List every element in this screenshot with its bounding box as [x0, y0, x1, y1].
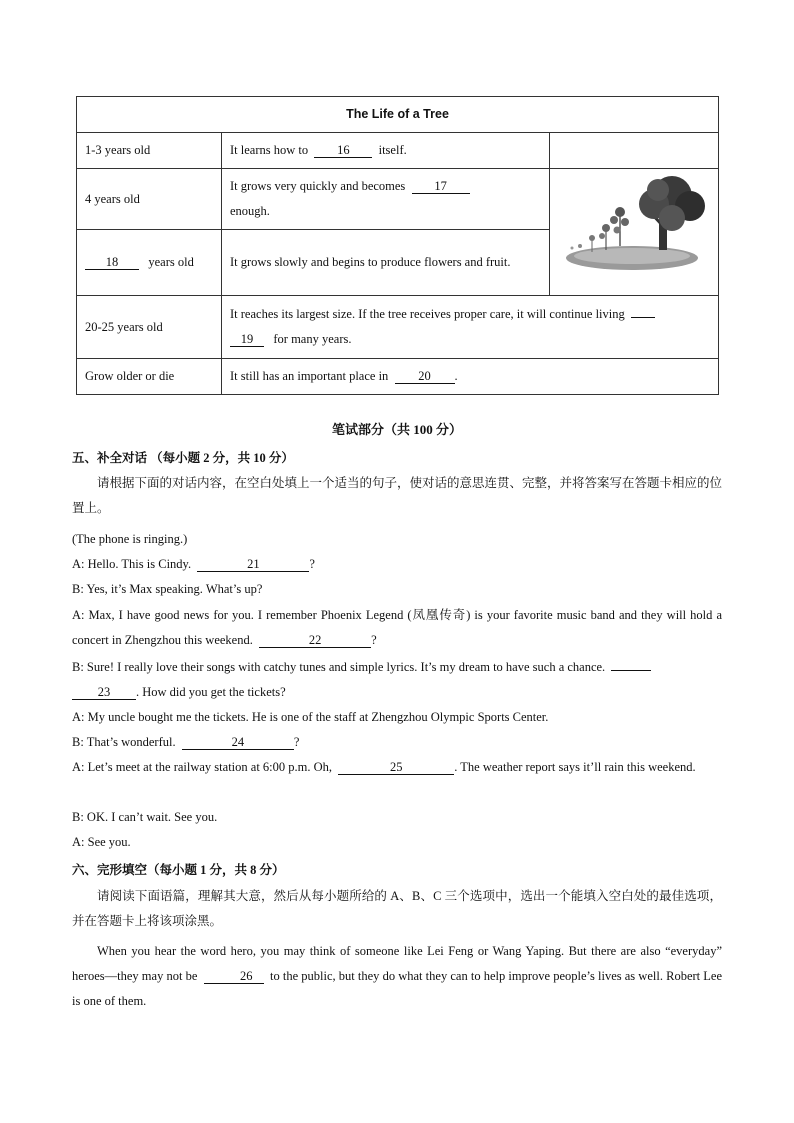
dialogue-line: A: Hello. This is Cindy. 21 ?	[72, 557, 315, 571]
desc-cell: It still has an important place in 20 .	[222, 359, 719, 395]
empty-cell	[550, 133, 719, 169]
age-cell: 1-3 years old	[77, 133, 222, 169]
blank-16: 16	[314, 143, 372, 158]
section5-heading: 五、补全对话 （每小题 2 分，共 10 分）	[72, 451, 294, 465]
desc-cell: It learns how to 16 itself.	[222, 133, 550, 169]
stage-direction: (The phone is ringing.)	[72, 532, 188, 546]
blank-25: 25	[338, 760, 454, 775]
blank-21: 21	[197, 557, 309, 572]
age-cell: 4 years old	[77, 169, 222, 230]
dialogue-line: B: Yes, it’s Max speaking. What’s up?	[72, 582, 263, 596]
age-cell: 20-25 years old	[77, 296, 222, 359]
tree-illustration	[562, 176, 712, 272]
blank-19: 19	[230, 332, 264, 347]
blank-17: 17	[412, 179, 470, 194]
dialogue-line: B: OK. I can’t wait. See you.	[72, 810, 218, 824]
written-section-title: 笔试部分（共 100 分）	[331, 422, 462, 437]
age-cell: 18 years old	[77, 230, 222, 296]
desc-cell: It grows slowly and begins to produce flowers and fruit.	[222, 230, 550, 296]
blank-22: 22	[259, 633, 371, 648]
dialogue-line: B: Sure! I really love their songs with catchy tunes and simple lyrics. It’s my dream to have such a chance. 23 . How did you get the tickets?	[72, 655, 722, 705]
section6-heading: 六、完形填空（每小题 1 分，共 8 分）	[72, 863, 285, 877]
blank-26: 26	[204, 969, 264, 984]
blank-20: 20	[395, 369, 455, 384]
desc-cell: It grows very quickly and becomes 17 enough.	[222, 169, 550, 230]
passage-paragraph: When you hear the word hero, you may think of someone like Lei Feng or Wang Yaping. But there are also “everyday” heroes—they may not be 26 to the public, but they do what they can to help improve people’s lives as well. Robert Lee is one of them.	[72, 944, 723, 1008]
blank-18: 18	[85, 255, 139, 270]
blank-23: 23	[72, 685, 136, 700]
blank-24: 24	[182, 735, 294, 750]
desc-cell: It reaches its largest size. If the tree receives proper care, it will continue living 19 for many years.	[222, 296, 719, 359]
dialogue-line: A: See you.	[72, 835, 131, 849]
table-title: The Life of a Tree	[77, 97, 719, 133]
dialogue-line: A: Max, I have good news for you. I remember Phoenix Legend (凤凰传奇) is your favorite music band and they will hold a concert in Zhengzhou this weekend. 22 ?	[72, 608, 722, 647]
dialogue-line: B: That’s wonderful. 24 ?	[72, 735, 300, 749]
dialogue-line: A: Let’s meet at the railway station at 6:00 p.m. Oh, 25 . The weather report says it’ll rain this weekend.	[72, 760, 696, 774]
age-cell: Grow older or die	[77, 359, 222, 395]
dialogue-line: A: My uncle bought me the tickets. He is one of the staff at Zhengzhou Olympic Sports Center.	[72, 710, 549, 724]
section5-instruction: 请根据下面的对话内容，在空白处填上一个适当的句子，使对话的意思连贯、完整，并将答案写在答题卡相应的位置上。	[72, 476, 723, 515]
section6-instruction: 请阅读下面语篇，理解其大意，然后从每小题所给的 A、B、C 三个选项中，选出一个能填入空白处的最佳选项，并在答题卡上将该项涂黑。	[72, 889, 722, 928]
